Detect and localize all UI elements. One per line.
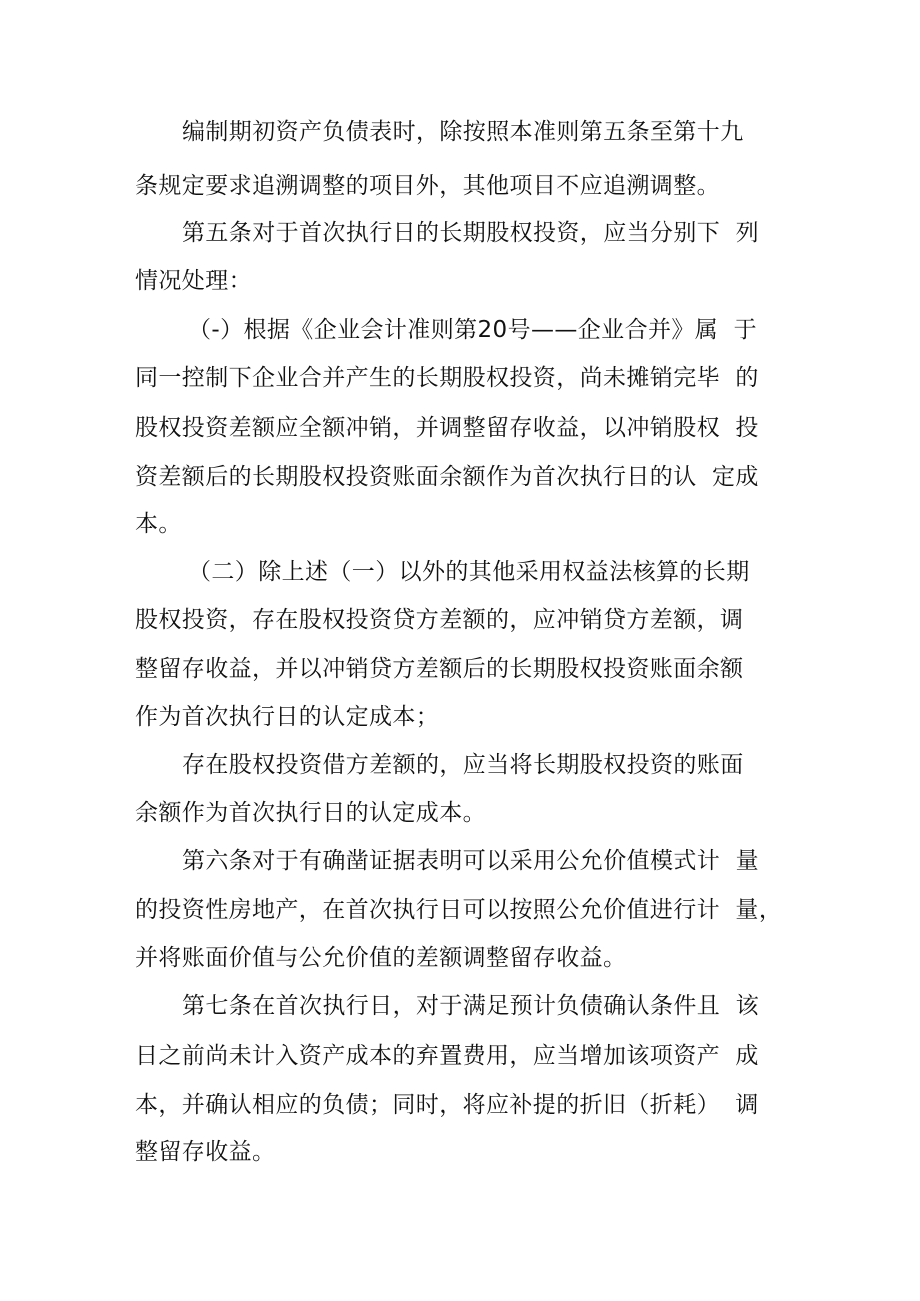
text-line: 条规定要求追溯调整的项目外，其他项目不应追溯调整。 bbox=[135, 173, 720, 199]
text-line: 第六条对于有确凿证据表明可以采用公允价值模式计 量 bbox=[182, 848, 760, 874]
text-line: 同一控制下企业合并产生的长期股权投资，尚未摊销完毕 的 bbox=[135, 365, 759, 391]
text-line: （-）根据《企业会计准则第20号——企业合并》属 于 bbox=[188, 317, 757, 343]
text-line: 日之前尚未计入资产成本的弃置费用，应当增加该项资产 成 bbox=[135, 1043, 759, 1069]
text-line: 第七条在首次执行日，对于满足预计负债确认条件且 该 bbox=[182, 993, 760, 1019]
text-line: 本。 bbox=[135, 511, 182, 537]
text-line: 资差额后的长期股权投资账面余额作为首次执行日的认 定成 bbox=[135, 464, 759, 490]
text-line: 存在股权投资借方差额的，应当将长期股权投资的账面 bbox=[182, 752, 744, 778]
text-line: 整留存收益。 bbox=[135, 1139, 276, 1165]
text-line: 股权投资差额应全额冲销，并调整留存收益，以冲销股权 投 bbox=[135, 415, 759, 441]
text-line: 作为首次执行日的认定成本； bbox=[135, 704, 440, 730]
text-line: 股权投资，存在股权投资贷方差额的，应冲销贷方差额，调 bbox=[135, 607, 744, 633]
text-line: 第五条对于首次执行日的长期股权投资，应当分别下 列 bbox=[182, 220, 760, 246]
text-line: 本，并确认相应的负债；同时，将应补提的折旧（折耗） 调 bbox=[135, 1092, 759, 1118]
text-line: 余额作为首次执行日的认定成本。 bbox=[135, 800, 486, 826]
text-line: （二）除上述（一）以外的其他采用权益法核算的长期 bbox=[188, 559, 750, 585]
text-line: 并将账面价值与公允价值的差额调整留存收益。 bbox=[135, 945, 627, 971]
text-line: 的投资性房地产，在首次执行日可以按照公允价值进行计 量， bbox=[135, 897, 783, 923]
text-line: 情况处理： bbox=[135, 268, 252, 294]
text-line: 编制期初资产负债表时，除按照本准则第五条至第十九 bbox=[182, 119, 744, 145]
text-line: 整留存收益，并以冲销贷方差额后的长期股权投资账面余额 bbox=[135, 656, 744, 682]
